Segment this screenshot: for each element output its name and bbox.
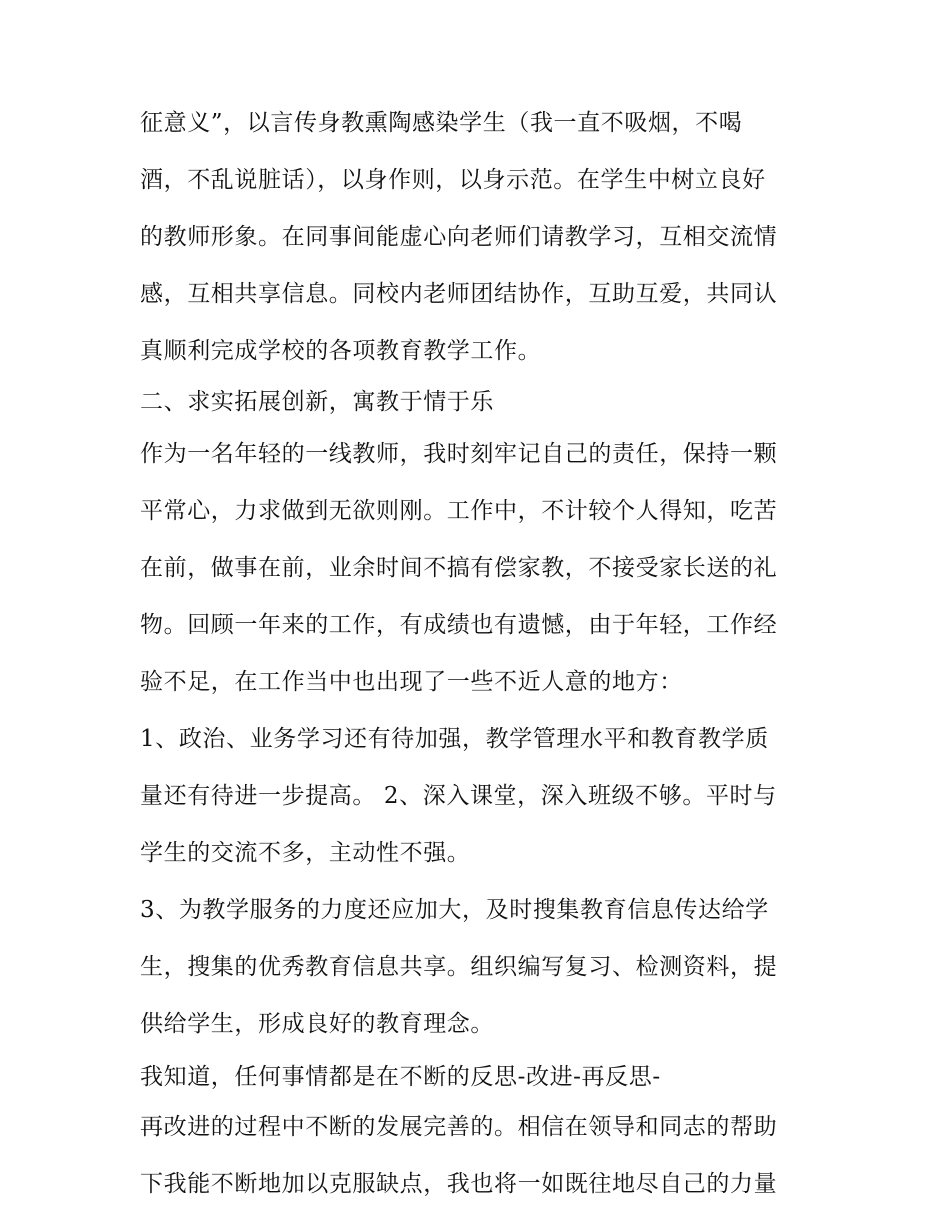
text-line: 酒，不乱说脏话），以身作则，以身示范。在学生中树立良好: [140, 167, 766, 193]
text-line: 验不足，在工作当中也出现了一些不近人意的地方：: [140, 669, 683, 695]
text-line: 下我能不断地加以克服缺点，我也将一如既往地尽自己的力量: [140, 1171, 778, 1197]
text-line: 物。回顾一年来的工作，有成绩也有遗憾，由于年轻，工作经: [140, 612, 778, 638]
text-line: 作为一名年轻的一线教师，我时刻牢记自己的责任，保持一颗: [140, 441, 778, 467]
list-item-text: 供给学生，形成良好的教育理念。: [140, 1011, 494, 1037]
text-line: 再改进的过程中不断的发展完善的。相信在领导和同志的帮助: [140, 1114, 778, 1140]
list-item-text: 3、为教学服务的力度还应加大，及时搜集教育信息传达给学: [140, 897, 769, 923]
text-line: 感，互相共享信息。同校内老师团结协作，互助互爱，共同认: [140, 281, 778, 307]
text-line: 的教师形象。在同事间能虚心向老师们请教学习，互相交流情: [140, 224, 778, 250]
section-heading: 二、求实拓展创新，寓教于情于乐: [140, 389, 494, 415]
text-line: 征意义”，以言传身教熏陶感染学生（我一直不吸烟，不喝: [140, 110, 743, 136]
text-line: 我知道，任何事情都是在不断的反思-改进-再反思-: [140, 1064, 661, 1090]
text-line: 在前，做事在前，业余时间不搞有偿家教，不接受家长送的礼: [140, 555, 778, 581]
list-item-text: 1、政治、业务学习还有待加强，教学管理水平和教育教学质: [140, 726, 769, 752]
list-item-text: 量还有待进一步提高。 2、深入课堂，深入班级不够。平时与: [140, 783, 777, 809]
list-item-text: 学生的交流不多，主动性不强。: [140, 840, 471, 866]
text-line: 平常心，力求做到无欲则刚。工作中，不计较个人得知，吃苦: [140, 498, 778, 524]
text-line: 真顺利完成学校的各项教育教学工作。: [140, 338, 542, 364]
list-item-text: 生，搜集的优秀教育信息共享。组织编写复习、检测资料，提: [140, 954, 778, 980]
